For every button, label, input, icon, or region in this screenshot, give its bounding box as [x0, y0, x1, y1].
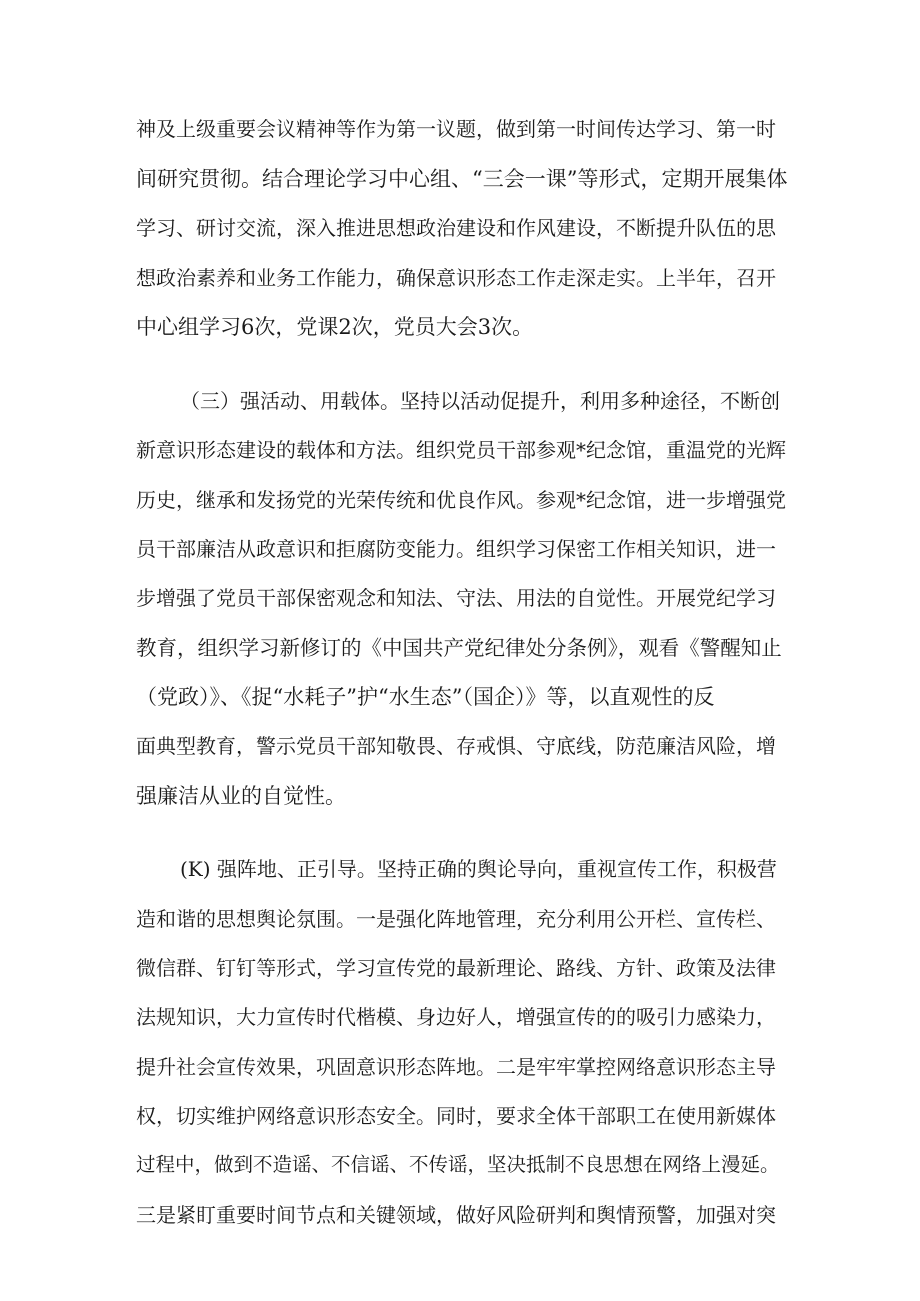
p2-line-7: （党政）》、《捉“水耗子”护“水生态”（国企）》等，以直观性的反 — [136, 685, 715, 709]
p3-line-1: (K) 强阵地、正引导。坚持正确的舆论导向，重视宣传工作，积极营 — [180, 857, 777, 881]
p2-line-2: 新意识形态建设的载体和方法。组织党员干部参观*纪念馆，重温党的光辉 — [136, 438, 786, 462]
p3-line-6: 权，切实维护网络意识形态安全。同时，要求全体干部职工在使用新媒体 — [136, 1104, 776, 1128]
p2-line-9: 强廉洁从业的自觉性。 — [136, 784, 346, 808]
p1-line-1: 神及上级重要会议精神等作为第一议题，做到第一时间传达学习、第一时 — [136, 117, 776, 141]
p2-line-8: 面典型教育，警示党员干部知敬畏、存戒惧、守底线，防范廉洁风险，增 — [136, 734, 776, 758]
p1-line-2: 间研究贯彻。结合理论学习中心组、“三会一课”等形式，定期开展集体 — [136, 167, 788, 191]
p2-line-4: 员干部廉洁从政意识和拒腐防变能力。组织学习保密工作相关知识，进一 — [136, 537, 776, 561]
p3-line-4: 法规知识，大力宣传时代楷模、身边好人，增强宣传的的吸引力感染力， — [136, 1005, 776, 1029]
p2-line-5: 步增强了党员干部保密观念和知法、守法、用法的自觉性。开展党纪学习 — [136, 586, 776, 610]
p3-line-3: 微信群、钉钉等形式，学习宣传党的最新理论、路线、方针、政策及法律 — [136, 956, 776, 980]
p1-line-3: 学习、研讨交流，深入推进思想政治建设和作风建设，不断提升队伍的思 — [136, 216, 776, 240]
p3-line-5: 提升社会宣传效果，巩固意识形态阵地。二是牢牢掌控网络意识形态主导 — [136, 1055, 776, 1079]
p2-line-3: 历史，继承和发扬党的光荣传统和优良作风。参观*纪念馆，进一步增强党 — [136, 488, 786, 512]
p1-line-4: 想政治素养和业务工作能力，确保意识形态工作走深走实。上半年，召开 — [136, 266, 776, 290]
p1-line-5: 中心组学习6次，党课2次，党员大会3次。 — [136, 315, 534, 339]
p3-line-8: 三是紧盯重要时间节点和关键领域，做好风险研判和舆情预警，加强对突 — [136, 1203, 776, 1227]
p2-line-6: 教育，组织学习新修订的《中国共产党纪律处分条例》，观看《警醒知止 — [136, 636, 782, 660]
p3-line-2: 造和谐的思想舆论氛围。一是强化阵地管理，充分利用公开栏、宣传栏、 — [136, 907, 776, 931]
p3-line-7: 过程中，做到不造谣、不信谣、不传谣，坚决抵制不良思想在网络上漫延。 — [136, 1153, 780, 1176]
p2-line-1: （三）强活动、用载体。坚持以活动促提升，利用多种途径，不断创 — [180, 389, 780, 413]
